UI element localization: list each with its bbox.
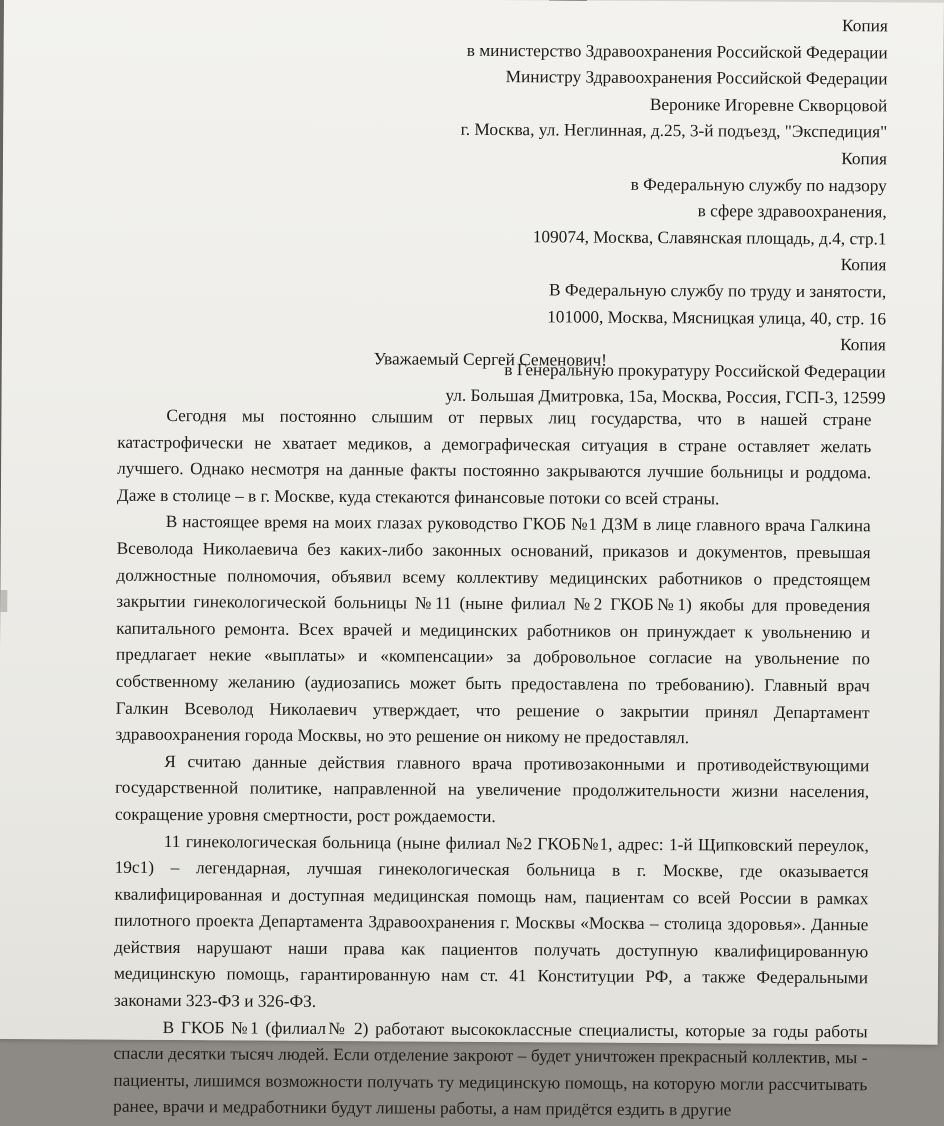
body-paragraph: В настоящее время на моих глазах руководство ГКОБ №1 ДЗМ в лице главного врача Галкина Всеволода Николаевича без каких-либо законных оснований, приказов и документов, превышая должностные полномочия, объявил всему коллективу медицинских работников о предстоящем закрытии гинекологической больницы №11 (ныне филиал №2 ГКОБ№1) якобы для проведения капитального ремонта. Всех врачей и медицинских работников он принуждает к увольнению и предлагает некие «выплаты» и «компенсации» за добровольное согласие на увольнение по собственному желанию (аудиозапись может быть предоставлена по требованию). Главный врач Галкин Всеволод Николаевич утверждает, что решение о закрытии принял Департамент здравоохранения города Москвы, но это решение он никому не предоставлял.: [115, 512, 871, 748]
top-edge: [4, 0, 944, 3]
letter-body: [113, 403, 871, 1126]
addressee-line: Веронике Игоревне Скворцовой: [649, 94, 888, 116]
salutation: Уважаемый Сергей Семенович!: [373, 349, 608, 370]
copy-label: Копия: [841, 149, 888, 169]
margin-mark: [0, 590, 7, 612]
addressee-line: в министерство Здравоохранения Российской Федерации: [466, 40, 888, 62]
copy-label: Копия: [840, 335, 886, 355]
addressee-line: г. Москва, ул. Неглинная, д.25, 3-й подъезд, "Экспедиция": [460, 120, 888, 142]
addressee-line: в сфере здравоохранения,: [697, 201, 887, 222]
copy-label: Копия: [841, 16, 888, 36]
body-paragraph: Сегодня мы постоянно слышим от первых лиц государства, что в нашей стране катастрофически не хватает медиков, а демографическая ситуация в стране оставляет желать лучшего. Однако несмотря на данные факты постоянно закрываются лучшие больницы и роддома. Даже в столице – в г. Москве, куда стекаются финансовые потоки со всей страны.: [116, 406, 872, 509]
body-paragraph: В ГКОБ №1 (филиал№ 2) работают высококлассные специалисты, которые за годы работы спасли десятки тысяч людей. Если отделение закроют – будет уничтожен прекрасный коллектив, мы - пациенты, лишимся возможности получать ту медицинскую помощь, на которую могли рассчитывать ранее, врачи и медработники будут лишены работы, а нам придётся ездить в другие: [113, 1017, 868, 1120]
body-paragraph: Я считаю данные действия главного врача противозаконными и противодействующими государственной политике, направленной на увеличение продолжительности жизни населения, сокращение уровня смертности, рост рождаемости.: [114, 751, 870, 826]
addressee-line: ул. Большая Дмитровка, 15а, Москва, Россия, ГСП-3, 12599: [445, 386, 886, 408]
addressee-line: В Федеральную службу по труду и занятости,: [548, 280, 887, 302]
addressee-line: 101000, Москва, Мясницкая улица, 40, стр. 16: [547, 306, 887, 328]
addressee-line: в Генеральную прокуратуру Российской Федерации: [504, 359, 886, 382]
addressee-line: в Федеральную службу по надзору: [630, 174, 887, 195]
addressee-line: 109074, Москва, Славянская площадь, д.4, стр.1: [532, 226, 887, 249]
body-paragraph: 11 гинекологическая больница (ныне филиал №2 ГКОБ№1, адрес: 1-й Щипковский переулок, 19с1) – легендарная, лучшая гинекологическая больница в г. Москве, где оказывается квалифицированная и доступная медицинская помощь нам, пациентам со всей России в рамках пилотного проекта Департамента Здравоохранения г. Москвы «Москва – столица здоровья». Данные действия нарушают наши права как пациентов получать доступную квалифицированную медицинскую помощь, гарантированную нам ст. 41 Конституции РФ, а также Федеральными законами 323-ФЗ и 326-ФЗ.: [113, 831, 869, 1011]
addressee-line: Министру Здравоохранения Российской Федерации: [505, 67, 888, 89]
copy-label: Копия: [840, 255, 887, 275]
